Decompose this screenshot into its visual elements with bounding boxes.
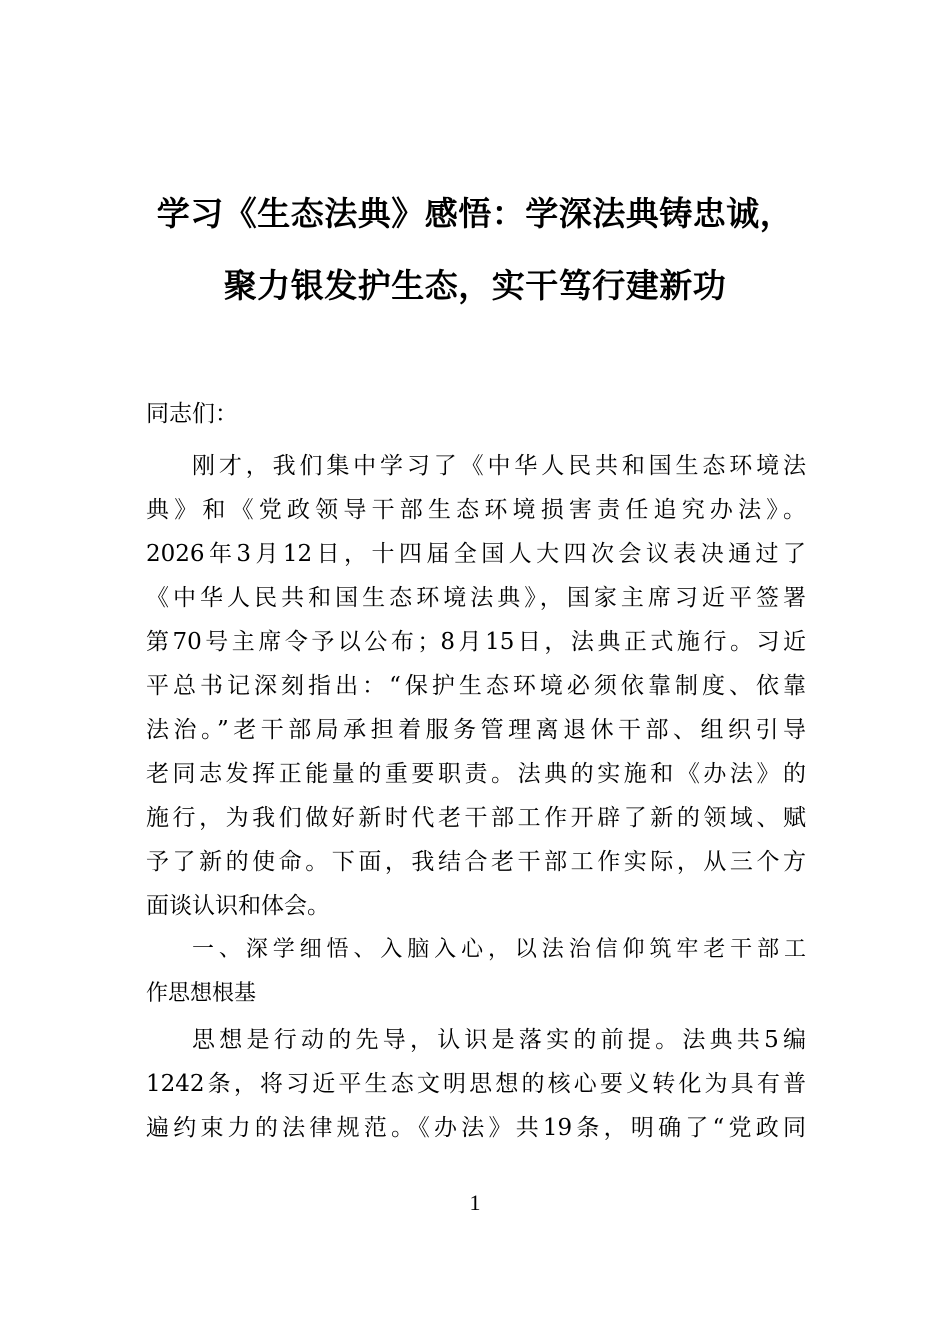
- section-heading-1: [146, 928, 806, 1016]
- paragraph-line: 法治。”老干部局承担着服务管理离退休干部、组织引导: [146, 717, 806, 743]
- paragraph-section-1: [146, 1018, 806, 1150]
- document-title-line-2: 聚力银发护生态，实干笃行建新功: [223, 266, 727, 305]
- paragraph-line: 遍约束力的法律规范。《办法》共19条，明确了“党政同: [146, 1115, 806, 1141]
- paragraph-line: 《中华人民共和国生态环境法典》，国家主席习近平签署: [146, 585, 806, 611]
- paragraph-line: 面谈认识和体会。: [146, 893, 330, 919]
- paragraph-line: 平总书记深刻指出：“保护生态环境必须依靠制度、依靠: [146, 673, 806, 699]
- heading-line: 作思想根基: [146, 981, 257, 1006]
- paragraph-line: 刚才，我们集中学习了《中华人民共和国生态环境法: [192, 453, 806, 479]
- paragraph-line: 予了新的使命。下面，我结合老干部工作实际，从三个方: [146, 849, 806, 875]
- salutation: [146, 392, 806, 436]
- paragraph-line: 典》和《党政领导干部生态环境损害责任追究办法》。: [146, 497, 806, 523]
- document-title-line-1: 学习《生态法典》感悟：学深法典铸忠诚，: [156, 194, 794, 233]
- paragraph-line: 1242条，将习近平生态文明思想的核心要义转化为具有普: [146, 1071, 806, 1097]
- paragraph-line: 施行，为我们做好新时代老干部工作开辟了新的领域、赋: [146, 805, 806, 831]
- salutation-text: 同志们：: [146, 401, 238, 427]
- paragraph-line: 第70号主席令予以公布；8月15日，法典正式施行。习近: [146, 629, 806, 655]
- heading-line: 一、深学细悟、入脑入心，以法治信仰筑牢老干部工: [192, 937, 806, 962]
- paragraph-line: 老同志发挥正能量的重要职责。法典的实施和《办法》的: [146, 761, 806, 787]
- page-number: 1: [469, 1190, 481, 1215]
- paragraph-line: 思想是行动的先导，认识是落实的前提。法典共5编: [192, 1027, 806, 1053]
- paragraph-intro: [146, 444, 806, 928]
- paragraph-line: 2026年3月12日，十四届全国人大四次会议表决通过了: [146, 541, 806, 567]
